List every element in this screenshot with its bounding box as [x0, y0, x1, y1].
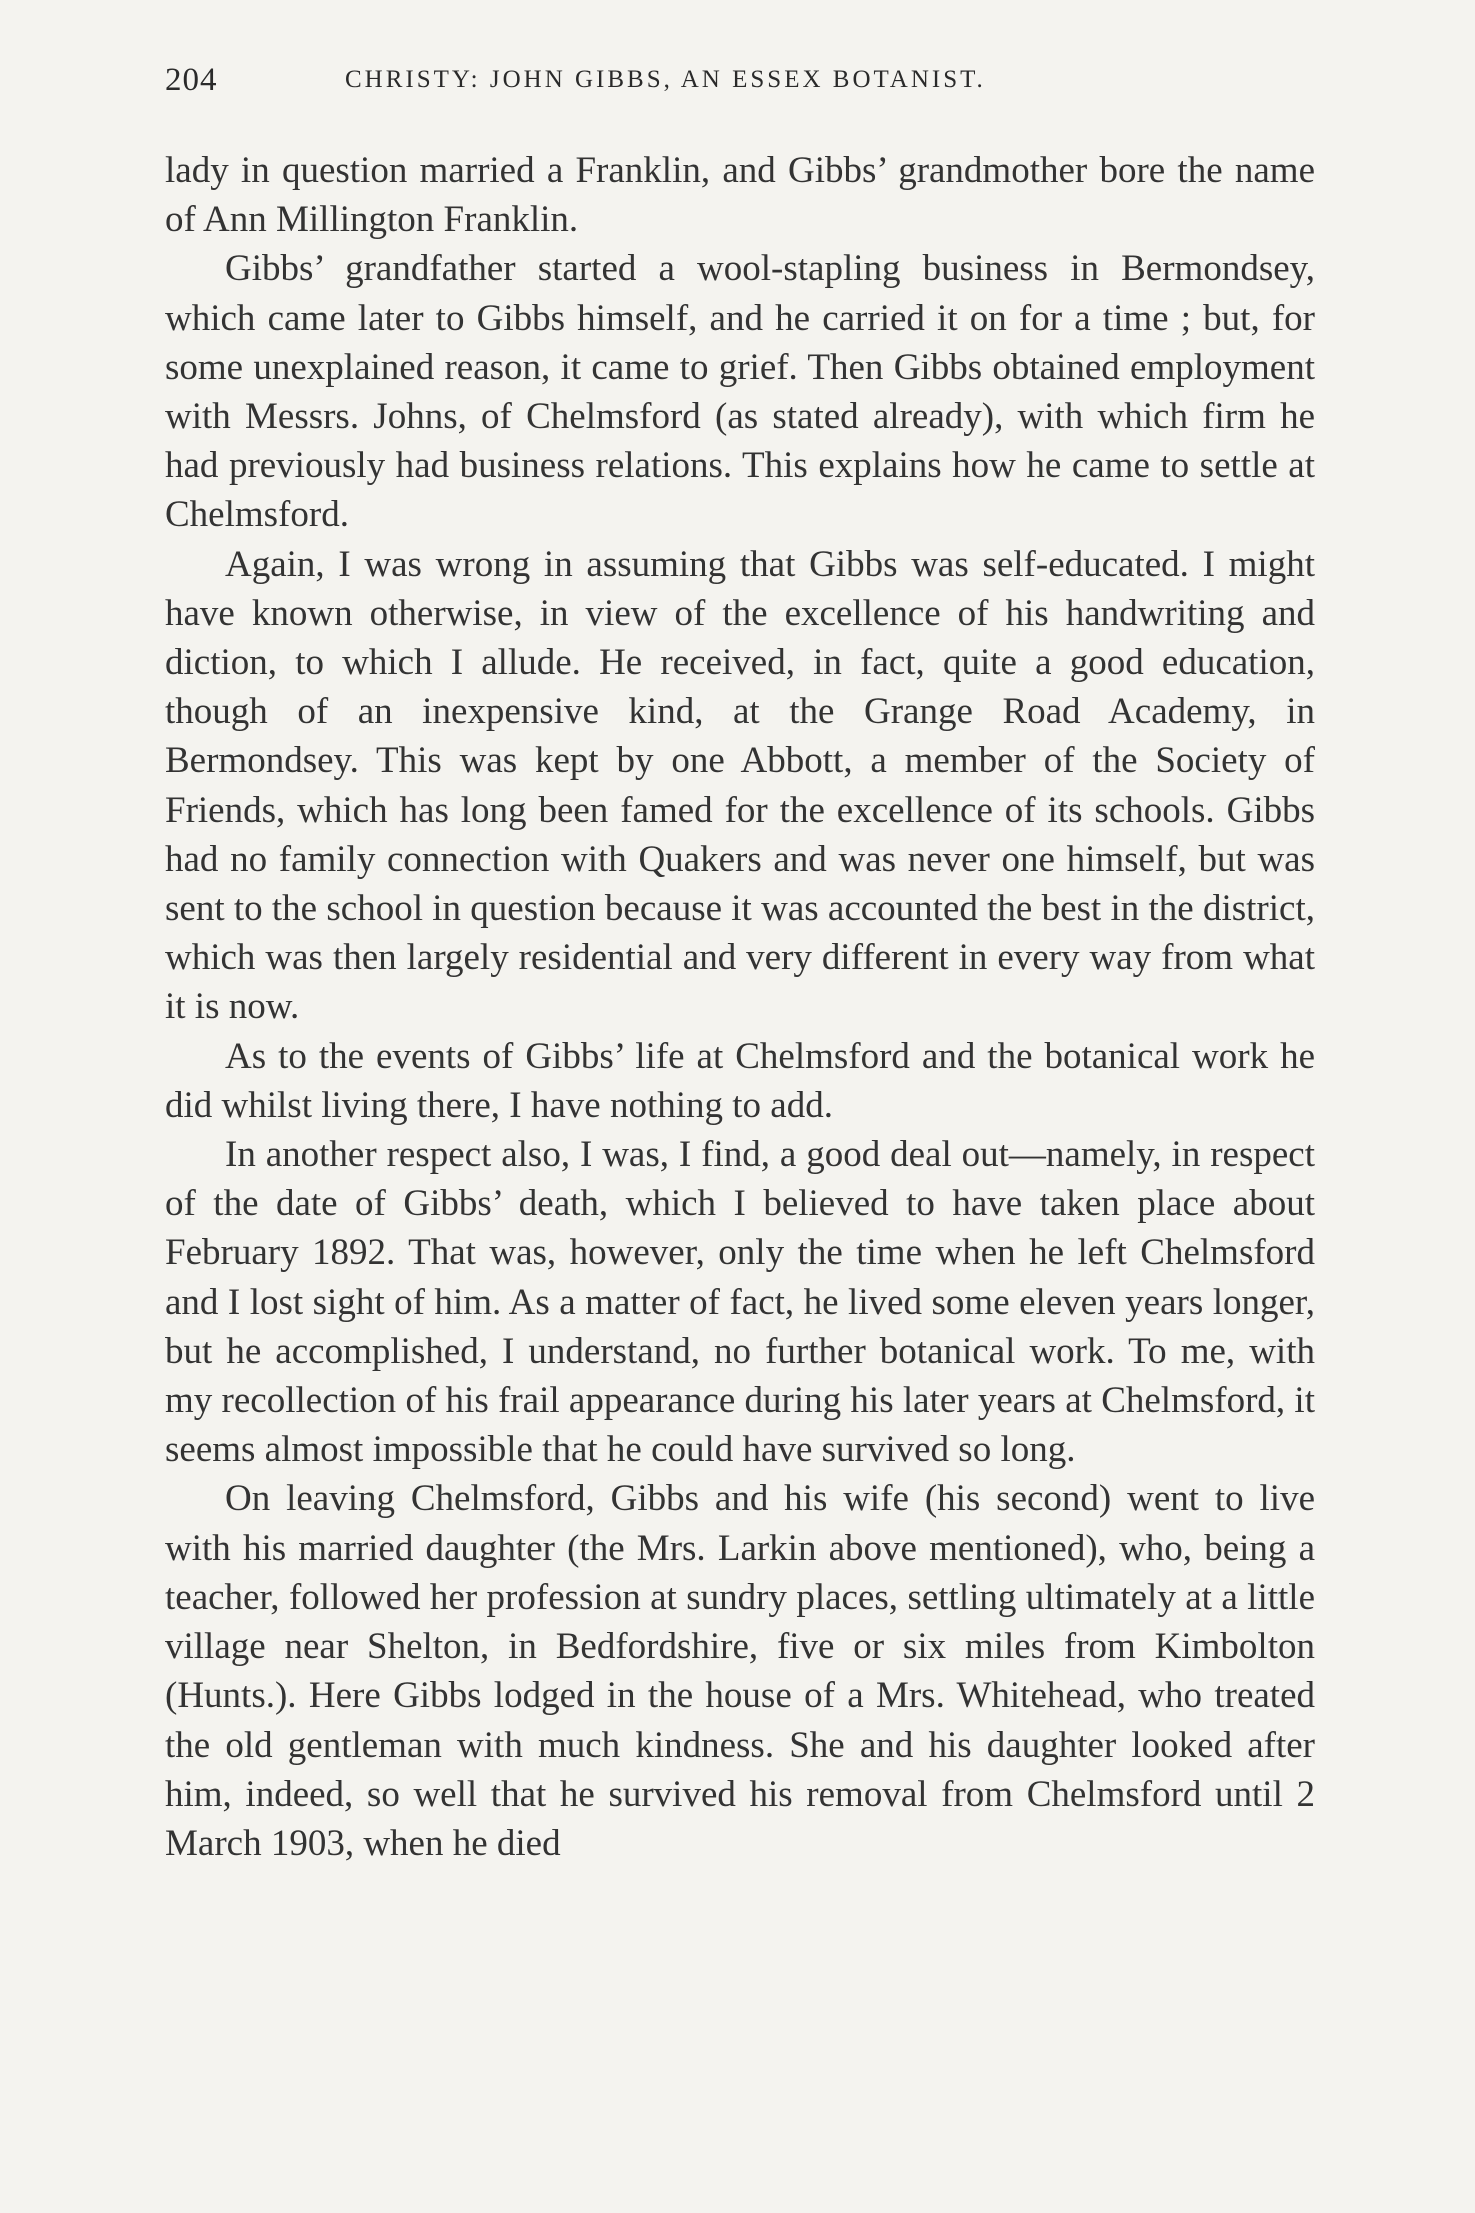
- running-title: CHRISTY: JOHN GIBBS, AN ESSEX BOTANIST.: [345, 66, 986, 93]
- paragraph-leaving-chelmsford: On leaving Chelmsford, Gibbs and his wife (his second) went to live with his married daughter (the Mrs. Larkin above mentioned), who, being a teacher, followed her profession at sundry places, settling ultimately at a little village near Shelton, in Bedfordshire, five or six miles from Kimbolton (Hunts.). Here Gibbs lodged in the house of a Mrs. Whitehead, who treated the old gentleman with much kindness. She and his daughter looked after him, indeed, so well that he survived his removal from Chelmsford until 2 March 1903, when he died: [165, 1478, 1315, 1864]
- paragraph-continuation: lady in question married a Franklin, and Gibbs’ grandmother bore the name of Ann Millington Franklin.: [165, 150, 1315, 241]
- paragraph-date-of-death: In another respect also, I was, I find, a good deal out—namely, in respect of the date of Gibbs’ death, which I believed to have taken place about February 1892. That was, however, only the time when he left Chelmsford and I lost sight of him. As a matter of fact, he lived some eleven years longer, but he accomplished, I understand, no further botanical work. To me, with my recollection of his frail appearance during his later years at Chelmsford, it seems almost impossible that he could have survived so long.: [165, 1134, 1315, 1471]
- paragraph-education: Again, I was wrong in assuming that Gibbs was self-educated. I might have known otherwise, in view of the excellence of his handwriting and diction, to which I allude. He received, in fact, quite a good education, though of an inexpensive kind, at the Grange Road Academy, in Bermondsey. This was kept by one Abbott, a member of the Society of Friends, which has long been famed for the excellence of its schools. Gibbs had no family connection with Quakers and was never one himself, but was sent to the school in question because it was accounted the best in the district, which was then largely residential and very different in every way from what it is now.: [165, 543, 1315, 1028]
- page-number: 204: [165, 62, 218, 98]
- body-text: [165, 146, 1315, 1868]
- running-head: [165, 62, 1325, 112]
- paragraph-chelmsford-life: As to the events of Gibbs’ life at Chelmsford and the botanical work he did whilst living there, I have nothing to add.: [165, 1035, 1315, 1126]
- paragraph-grandfather-business: Gibbs’ grandfather started a wool-stapling business in Bermondsey, which came later to Gibbs himself, and he carried it on for a time ; but, for some unexplained reason, it came to grief. Then Gibbs obtained employment with Messrs. Johns, of Chelmsford (as stated already), with which firm he had previously had business relations. This explains how he came to settle at Chelmsford.: [165, 248, 1315, 536]
